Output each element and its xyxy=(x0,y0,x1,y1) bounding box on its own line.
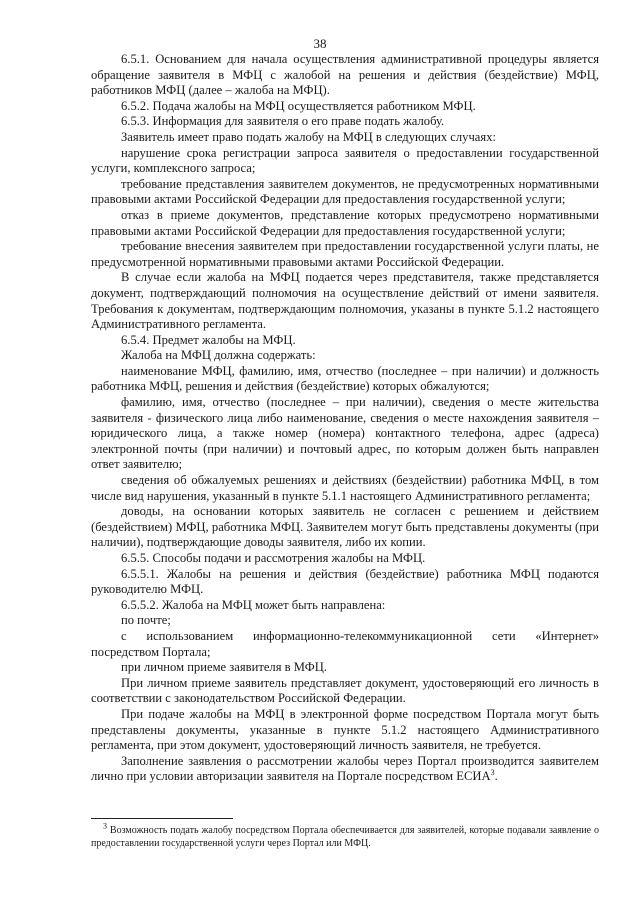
paragraph: 6.5.5. Способы подачи и рассмотрения жалобы на МФЦ. xyxy=(121,551,426,565)
paragraph: 6.5.5.2. Жалоба на МФЦ может быть направлена: xyxy=(121,597,386,612)
footnote-text: Возможность подать жалобу посредством Портала обеспечивается для заявителей, которые подавали заявление о предоставлении государственной услуги через Портал или МФЦ. xyxy=(91,825,600,849)
paragraph: 6.5.3. Информация для заявителя о его праве подать жалобу. xyxy=(121,114,445,129)
document-body xyxy=(91,52,599,785)
last-paragraph xyxy=(91,754,599,785)
paragraph: 6.5.1. Основанием для начала осуществления административной процедуры является обращение заявителя в МФЦ с жалобой на решения и действия (бездействие) МФЦ, работников МФЦ (далее – жалоба на МФЦ). xyxy=(91,52,599,98)
paragraph: 6.5.4. Предмет жалобы на МФЦ. xyxy=(121,332,296,347)
paragraph: с использованием информационно-телекоммуникационной сети «Интернет» посредством Портала; xyxy=(91,628,599,659)
last-paragraph-text: Заполнение заявления о рассмотрении жалобы через Портал производится заявителем лично при условии авторизации заявителя на Портале посредством ЕСИА xyxy=(91,753,599,784)
paragraph: при личном приеме заявителя в МФЦ. xyxy=(121,660,327,675)
paragraph: При личном приеме заявитель представляет документ, удостоверяющий его личность в соответствии с законодательством Российской Федерации. xyxy=(91,675,599,706)
paragraph: При подаче жалобы на МФЦ в электронной форме посредством Портала могут быть представлены документы, указанные в пункте 5.1.2 настоящего Административного регламента, при этом документ, удостоверяющий личность заявителя, не требуется. xyxy=(91,706,599,753)
paragraph: наименование МФЦ, фамилию, имя, отчество (последнее – при наличии) и должность работника МФЦ, решения и действия (бездействие) которых обжалуются; xyxy=(91,363,599,394)
paragraph: сведения об обжалуемых решениях и действиях (бездействии) работника МФЦ, в том числе вид нарушения, указанный в пункте 5.1.1 настоящего Административного регламента; xyxy=(91,473,599,503)
paragraph: доводы, на основании которых заявитель не согласен с решением и действием (бездействием) МФЦ, работника МФЦ. Заявителем могут быть представлены документы (при наличии), подтверждающие доводы заявителя, либо их копии. xyxy=(91,504,599,550)
paragraph: 6.5.5.1. Жалобы на решения и действия (бездействие) работника МФЦ подаются руководителю МФЦ. xyxy=(91,566,599,597)
footnote-number: 3 xyxy=(103,821,107,831)
paragraph: фамилию, имя, отчество (последнее – при наличии), сведения о месте жительства заявителя - физического лица либо наименование, сведения о месте нахождения заявителя – юридического лица, а также номер (номера) контактного телефона, адрес (адреса) электронной почты (при наличии) и почтовый адрес, по которым должен быть направлен ответ заявителю; xyxy=(91,395,599,472)
paragraph: 6.5.2. Подача жалобы на МФЦ осуществляется работником МФЦ. xyxy=(121,98,476,113)
paragraph: требование внесения заявителем при предоставлении государственной услуги платы, не предусмотренной нормативными правовыми актами Российской Федерации. xyxy=(91,239,599,269)
paragraph: требование представления заявителем документов, не предусмотренных нормативными правовыми актами Российской Федерации для предоставления государственной услуги; xyxy=(91,176,599,207)
paragraph: Заявитель имеет право подать жалобу на МФЦ в следующих случаях: xyxy=(121,129,496,144)
paragraph: отказ в приеме документов, представление которых предусмотрено нормативными правовыми актами Российской Федерации для предоставления государственной услуги; xyxy=(91,207,599,238)
paragraph: по почте; xyxy=(121,613,171,628)
paragraph: В случае если жалоба на МФЦ подается через представителя, также представляется документ, подтверждающий полномочия на осуществление действий от имени заявителя. Требования к документам, подтверждающим полномочия, указаны в пункте 5.1.2 настоящего Административного регламента. xyxy=(91,270,599,332)
footnote-ref[interactable]: 3 xyxy=(490,768,495,778)
footnote xyxy=(91,821,600,850)
last-paragraph-end: . xyxy=(494,769,498,784)
paragraph: нарушение срока регистрации запроса заявителя о предоставлении государственной услуги, комплексного запроса; xyxy=(91,145,599,176)
footnote-separator xyxy=(91,818,233,819)
paragraph: Жалоба на МФЦ должна содержать: xyxy=(121,348,316,363)
page-number: 38 xyxy=(313,36,327,51)
